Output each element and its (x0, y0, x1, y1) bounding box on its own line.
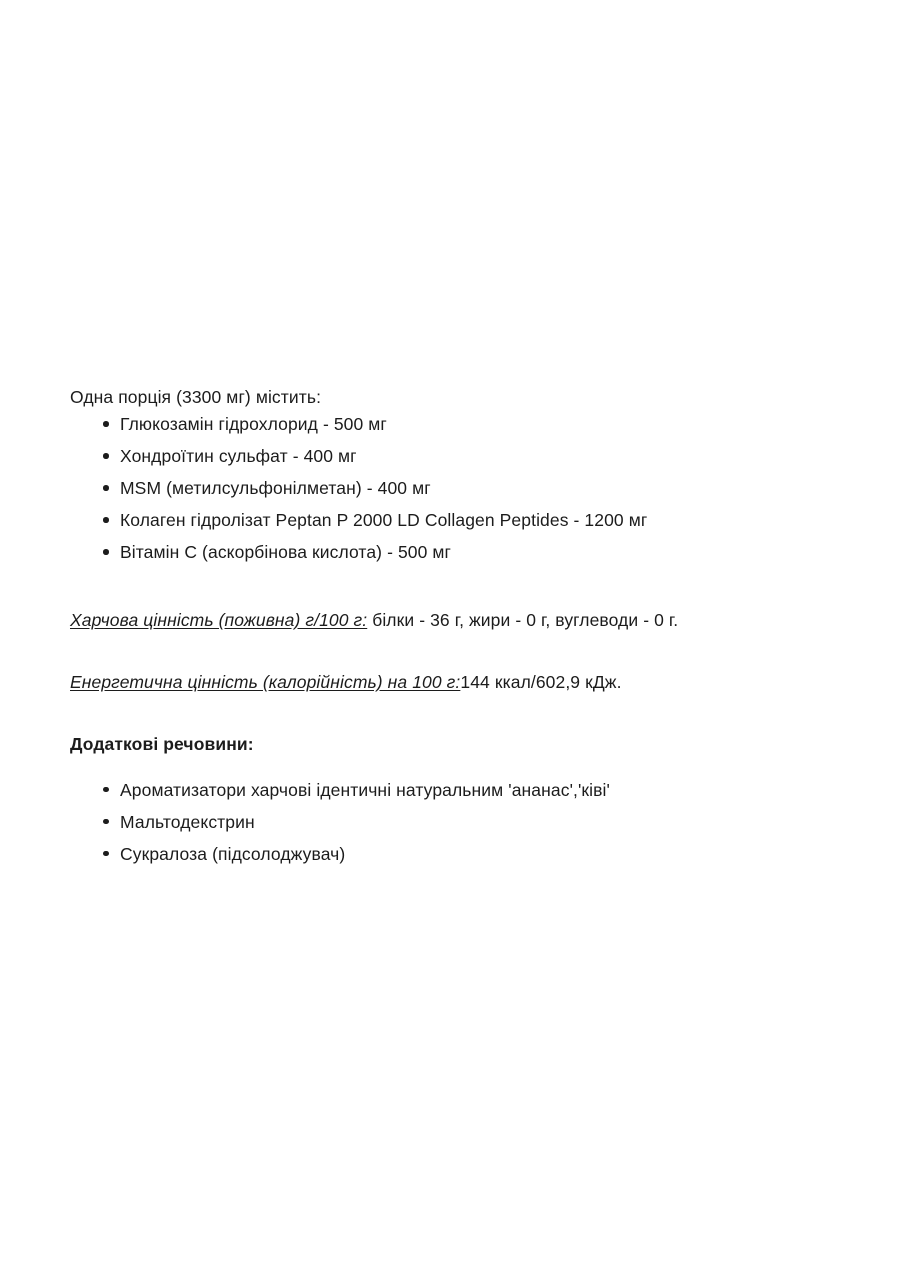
ingredients-list (70, 408, 870, 568)
bullet-point-icon (103, 549, 109, 555)
ingredient-label: Колаген гідролізат Peptan P 2000 LD Collagen Peptides - 1200 мг (120, 510, 648, 530)
bullet-point-icon (103, 421, 109, 427)
additives-list (70, 774, 870, 870)
energy-value-text: 144 ккал/602,9 кДж. (460, 672, 622, 692)
list-item (70, 472, 870, 504)
list-item (70, 536, 870, 568)
serving-size-intro: Одна порція (3300 мг) містить: (70, 387, 322, 407)
list-item (70, 440, 870, 472)
bullet-point-icon (103, 453, 109, 459)
ingredient-label: Глюкозамін гідрохлорид - 500 мг (120, 414, 387, 434)
nutrition-value-label: Харчова цінність (поживна) г/100 г: (70, 610, 368, 630)
list-item (70, 806, 870, 838)
additive-label: Ароматизатори харчові ідентичні натуральним 'ананас','ківі' (120, 779, 610, 800)
bullet-point-icon (103, 819, 109, 825)
bullet-point-icon (103, 517, 109, 523)
additive-label: Мальтодекстрин (120, 811, 255, 832)
nutrition-value-text: білки - 36 г, жири - 0 г, вуглеводи - 0 г. (367, 610, 679, 630)
list-item (70, 774, 870, 806)
list-item (70, 408, 870, 440)
nutrition-value-line (70, 608, 870, 632)
ingredient-label: Вітамін С (аскорбінова кислота) - 500 мг (120, 542, 452, 562)
bullet-point-icon (103, 851, 109, 857)
list-item (70, 504, 870, 536)
list-item (70, 838, 870, 870)
bullet-point-icon (103, 787, 109, 793)
bullet-point-icon (103, 485, 109, 491)
energy-value-line (70, 670, 870, 694)
ingredient-label: MSM (метилсульфонілметан) - 400 мг (120, 478, 431, 498)
energy-value-label: Енергетична цінність (калорійність) на 100 г: (70, 672, 461, 692)
additive-label: Сукралоза (підсолоджувач) (120, 843, 346, 864)
additives-heading: Додаткові речовини: (70, 734, 254, 754)
supplement-facts-content (70, 386, 870, 870)
ingredient-label: Хондроїтин сульфат - 400 мг (120, 446, 357, 466)
